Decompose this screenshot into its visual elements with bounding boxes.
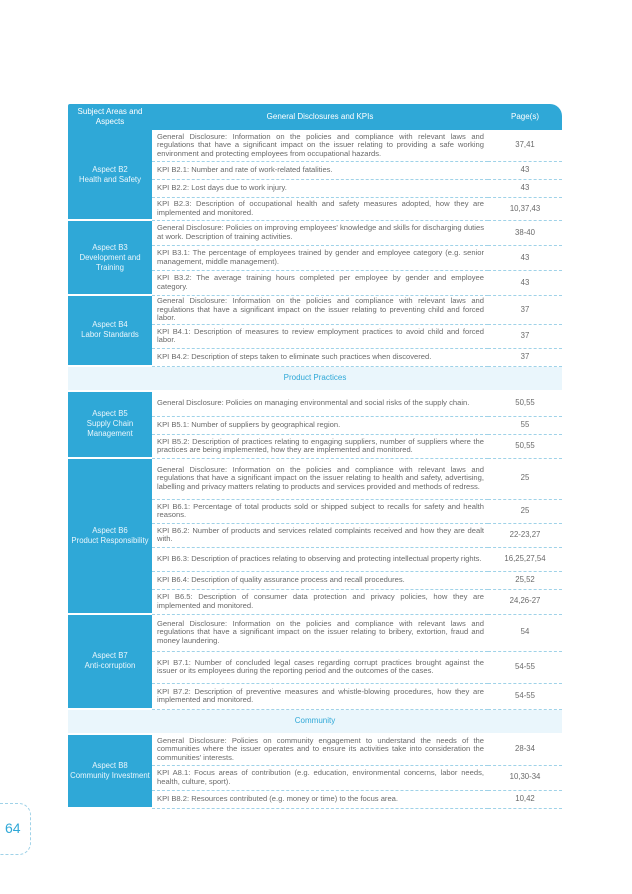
aspect-title: Aspect B4 xyxy=(92,320,128,330)
page-reference: 37 xyxy=(488,325,562,349)
table-header-row xyxy=(68,104,562,130)
aspect-title: Aspect B3 xyxy=(92,242,128,252)
page-reference: 43 xyxy=(488,162,562,180)
aspect-cell xyxy=(68,735,152,809)
page-reference: 10,37,43 xyxy=(488,198,562,221)
table-row xyxy=(68,392,562,417)
header-disclosures: General Disclosures and KPIs xyxy=(152,104,488,130)
aspect-title: Aspect B5 xyxy=(92,409,128,419)
page-reference: 43 xyxy=(488,271,562,296)
page-reference: 16,25,27,54 xyxy=(488,548,562,572)
page-reference: 24,26-27 xyxy=(488,590,562,615)
disclosure-text: General Disclosure: Information on the policies and compliance with relevant laws and regulations that have a significant impact on the issuer relating to health and safety, advertising, labelling and privacy matters relating to products and services provided and methods of redress. xyxy=(152,459,488,500)
disclosure-text: KPI B6.2: Number of products and services related complaints received and how they are dealt with. xyxy=(152,524,488,548)
disclosure-text: KPI A8.1: Focus areas of contribution (e.g. education, environmental concerns, labor needs, health, culture, sport). xyxy=(152,766,488,791)
table-row xyxy=(68,296,562,325)
disclosure-text: General Disclosure: Policies on community engagement to understand the needs of the communities where the issuer operates and to ensure its activities take into consideration the communities' interests. xyxy=(152,735,488,766)
aspect-subtitle: Development and Training xyxy=(79,252,141,272)
disclosure-text: KPI B4.1: Description of measures to review employment practices to avoid child and forced labor. xyxy=(152,325,488,349)
table-row xyxy=(68,221,562,246)
disclosure-text: KPI B7.2: Description of preventive measures and whistle-blowing procedures, how they are implemented and monitored. xyxy=(152,684,488,710)
aspect-subtitle: Community Investment xyxy=(70,770,150,780)
section-title: Product Practices xyxy=(68,367,562,392)
disclosure-text: KPI B6.4: Description of quality assurance process and recall procedures. xyxy=(152,572,488,590)
disclosure-text: General Disclosure: Policies on managing environmental and social risks of the supply chain. xyxy=(152,392,488,417)
aspect-title: Aspect B6 xyxy=(92,525,128,535)
disclosure-text: General Disclosure: Information on the policies and compliance with relevant laws and regulations that have a significant impact on the issuer relating to providing a safe working environment and protecting employees from occupational hazards. xyxy=(152,130,488,162)
aspect-subtitle: Supply Chain Management xyxy=(86,419,134,439)
disclosure-text: General Disclosure: Policies on improving employees' knowledge and skills for discharging duties at work. Description of training activities. xyxy=(152,221,488,246)
page-reference: 38-40 xyxy=(488,221,562,246)
page-reference: 25,52 xyxy=(488,572,562,590)
page-reference: 25 xyxy=(488,500,562,524)
table-body xyxy=(68,130,562,809)
aspect-title: Aspect B2 xyxy=(92,164,128,174)
disclosure-text: KPI B5.2: Description of practices relating to engaging suppliers, number of suppliers where the practices are being implemented, how they are implemented and monitored. xyxy=(152,435,488,459)
disclosure-text: KPI B8.2: Resources contributed (e.g. money or time) to the focus area. xyxy=(152,791,488,809)
disclosure-text: KPI B2.1: Number and rate of work-related fatalities. xyxy=(152,162,488,180)
table-row xyxy=(68,130,562,162)
page-reference: 54 xyxy=(488,615,562,652)
disclosure-text: KPI B7.1: Number of concluded legal cases regarding corrupt practices brought against the issuer or its employees during the reporting period and the outcomes of the cases. xyxy=(152,652,488,684)
disclosure-text: KPI B6.1: Percentage of total products sold or shipped subject to recalls for safety and health reasons. xyxy=(152,500,488,524)
section-row xyxy=(68,367,562,392)
disclosure-text: KPI B4.2: Description of steps taken to eliminate such practices when discovered. xyxy=(152,349,488,367)
disclosure-text: KPI B3.1: The percentage of employees trained by gender and employee category (e.g. senior management, middle management). xyxy=(152,246,488,271)
page-reference: 43 xyxy=(488,180,562,198)
page-reference: 28-34 xyxy=(488,735,562,766)
page-reference: 37 xyxy=(488,296,562,325)
aspect-cell xyxy=(68,392,152,459)
table-row xyxy=(68,459,562,500)
aspect-title: Aspect B7 xyxy=(92,651,128,661)
disclosure-text: KPI B2.2: Lost days due to work injury. xyxy=(152,180,488,198)
section-title: Community xyxy=(68,710,562,735)
aspect-cell xyxy=(68,296,152,367)
page-reference: 54-55 xyxy=(488,684,562,710)
disclosure-text: KPI B3.2: The average training hours completed per employee by gender and employee category. xyxy=(152,271,488,296)
header-pages: Page(s) xyxy=(488,104,562,130)
aspect-title: Aspect B8 xyxy=(92,760,128,770)
aspect-cell xyxy=(68,615,152,710)
disclosure-text: General Disclosure: Information on the policies and compliance with relevant laws and regulations that have a significant impact on the issuer relating to bribery, extortion, fraud and money laundering. xyxy=(152,615,488,652)
table-row xyxy=(68,615,562,652)
disclosure-text: General Disclosure: Information on the policies and compliance with relevant laws and regulations that have a significant impact on the issuer relating to preventing child and forced labor. xyxy=(152,296,488,325)
disclosure-text: KPI B5.1: Number of suppliers by geographical region. xyxy=(152,417,488,435)
page-reference: 25 xyxy=(488,459,562,500)
disclosure-text: KPI B6.5: Description of consumer data protection and privacy policies, how they are implemented and monitored. xyxy=(152,590,488,615)
page-reference: 50,55 xyxy=(488,392,562,417)
section-row xyxy=(68,710,562,735)
disclosure-index-table xyxy=(68,104,562,809)
page-reference: 22-23,27 xyxy=(488,524,562,548)
disclosure-index-table-wrapper xyxy=(68,104,562,809)
header-subject-areas: Subject Areas and Aspects xyxy=(68,104,152,130)
page-reference: 37 xyxy=(488,349,562,367)
page-reference: 50,55 xyxy=(488,435,562,459)
page-number: 64 xyxy=(5,820,21,836)
aspect-subtitle: Anti-corruption xyxy=(84,661,136,671)
aspect-cell xyxy=(68,459,152,615)
page-reference: 55 xyxy=(488,417,562,435)
page-reference: 10,42 xyxy=(488,791,562,809)
disclosure-text: KPI B2.3: Description of occupational health and safety measures adopted, how they are implemented and monitored. xyxy=(152,198,488,221)
disclosure-text: KPI B6.3: Description of practices relating to observing and protecting intellectual property rights. xyxy=(152,548,488,572)
page-reference: 10,30-34 xyxy=(488,766,562,791)
aspect-cell xyxy=(68,130,152,221)
page-reference: 54-55 xyxy=(488,652,562,684)
page-reference: 37,41 xyxy=(488,130,562,162)
aspect-subtitle: Health and Safety xyxy=(79,174,141,184)
page-number-tab xyxy=(0,803,31,855)
aspect-subtitle: Labor Standards xyxy=(81,330,139,340)
aspect-subtitle: Product Responsibility xyxy=(71,535,149,545)
aspect-cell xyxy=(68,221,152,296)
table-row xyxy=(68,735,562,766)
page-reference: 43 xyxy=(488,246,562,271)
